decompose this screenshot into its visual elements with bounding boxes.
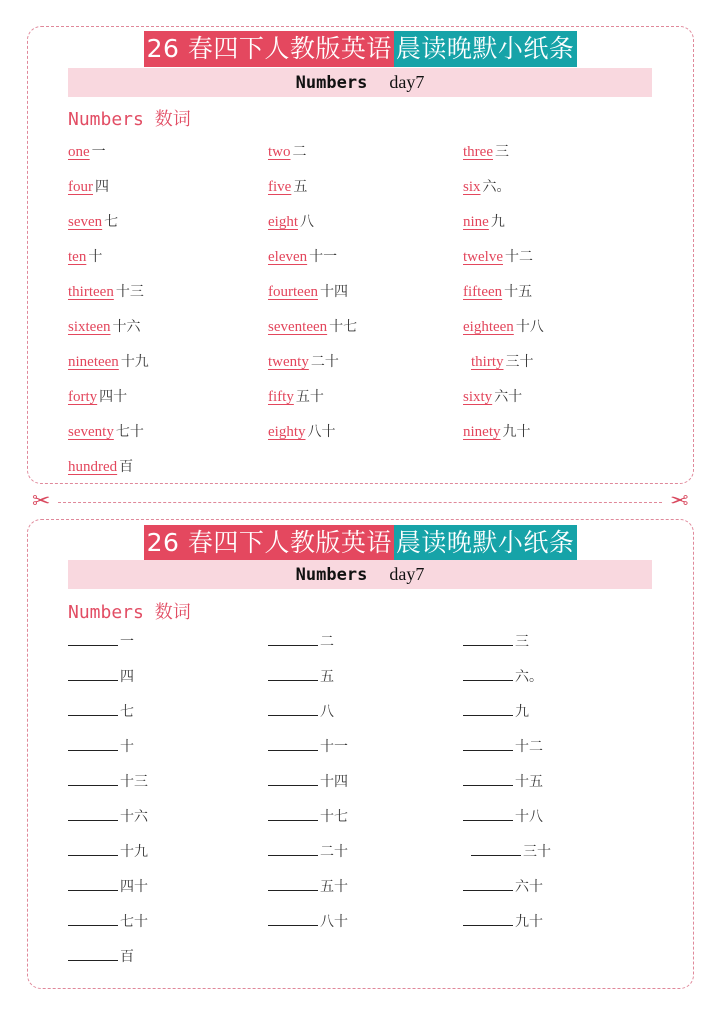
subtitle-keyword: Numbers bbox=[295, 565, 368, 585]
answer-blank[interactable] bbox=[68, 665, 118, 681]
chinese-meaning: 五十 bbox=[295, 389, 324, 405]
chinese-meaning: 二 bbox=[292, 144, 307, 160]
vocab-row bbox=[68, 386, 668, 421]
chinese-meaning: 十二 bbox=[515, 739, 543, 755]
english-word: eleven bbox=[268, 249, 308, 265]
english-word: three bbox=[463, 144, 493, 160]
dictation-item bbox=[68, 700, 134, 721]
vocab-item bbox=[68, 316, 141, 336]
chinese-meaning: 十七 bbox=[329, 319, 358, 335]
english-word: two bbox=[268, 144, 291, 160]
english-word: seventeen bbox=[268, 319, 328, 335]
chinese-meaning: 二十 bbox=[320, 844, 348, 860]
english-word: one bbox=[68, 144, 90, 160]
chinese-meaning: 十 bbox=[88, 249, 103, 265]
answer-blank[interactable] bbox=[68, 700, 118, 716]
cut-line bbox=[58, 502, 662, 503]
english-word: four bbox=[68, 179, 93, 195]
chinese-meaning: 三十 bbox=[523, 844, 551, 860]
answer-blank[interactable] bbox=[463, 770, 513, 786]
dictation-row bbox=[68, 770, 668, 805]
chinese-meaning: 十一 bbox=[320, 739, 348, 755]
chinese-meaning: 十九 bbox=[120, 354, 149, 370]
chinese-meaning: 八 bbox=[300, 214, 314, 230]
english-word: sixty bbox=[463, 389, 493, 405]
answer-blank[interactable] bbox=[268, 805, 318, 821]
chinese-meaning: 六十 bbox=[515, 879, 543, 895]
vocab-item bbox=[268, 351, 339, 371]
dictation-grid bbox=[68, 630, 668, 980]
dictation-item bbox=[268, 735, 348, 756]
title-part-2: 晨读晚默小纸条 bbox=[394, 525, 578, 561]
vocab-row bbox=[68, 281, 668, 316]
dictation-item bbox=[463, 770, 543, 791]
dictation-row bbox=[68, 805, 668, 840]
answer-blank[interactable] bbox=[463, 735, 513, 751]
vocab-row bbox=[68, 176, 668, 211]
vocab-item bbox=[268, 246, 337, 266]
english-word: thirty bbox=[471, 354, 504, 370]
chinese-meaning: 二十 bbox=[310, 354, 339, 370]
dictation-row bbox=[68, 700, 668, 735]
chinese-meaning: 十三 bbox=[115, 284, 144, 300]
vocab-item bbox=[268, 386, 324, 406]
vocab-item bbox=[68, 141, 106, 161]
vocab-item bbox=[463, 176, 511, 196]
chinese-meaning: 三 bbox=[515, 634, 529, 650]
chinese-meaning: 五 bbox=[293, 179, 308, 195]
english-word: seven bbox=[68, 214, 103, 230]
english-word: eight bbox=[268, 214, 298, 230]
answer-blank[interactable] bbox=[268, 840, 318, 856]
dictation-row bbox=[68, 735, 668, 770]
english-word: fifty bbox=[268, 389, 294, 405]
answer-blank[interactable] bbox=[463, 700, 513, 716]
chinese-meaning: 一 bbox=[120, 634, 134, 650]
dictation-row bbox=[68, 945, 668, 980]
dictation-item bbox=[268, 840, 348, 861]
chinese-meaning: 四十 bbox=[120, 879, 148, 895]
answer-blank[interactable] bbox=[463, 910, 513, 926]
answer-blank[interactable] bbox=[68, 770, 118, 786]
answer-blank[interactable] bbox=[68, 840, 118, 856]
chinese-meaning: 十四 bbox=[320, 774, 348, 790]
chinese-meaning: 七 bbox=[104, 214, 119, 230]
answer-blank[interactable] bbox=[471, 840, 521, 856]
dictation-item bbox=[471, 840, 551, 861]
answer-blank[interactable] bbox=[68, 805, 118, 821]
vocab-item bbox=[68, 456, 133, 476]
chinese-meaning: 一 bbox=[91, 144, 106, 160]
dictation-row bbox=[68, 665, 668, 700]
answer-blank[interactable] bbox=[268, 770, 318, 786]
answer-blank[interactable] bbox=[268, 910, 318, 926]
vocab-item bbox=[268, 141, 307, 161]
vocab-row bbox=[68, 141, 668, 176]
chinese-meaning: 三 bbox=[494, 144, 509, 160]
vocab-item bbox=[268, 316, 357, 336]
vocab-row bbox=[68, 211, 668, 246]
chinese-meaning: 九 bbox=[490, 214, 505, 230]
chinese-meaning: 十六 bbox=[120, 809, 148, 825]
dictation-row bbox=[68, 840, 668, 875]
dictation-row bbox=[68, 630, 668, 665]
answer-blank[interactable] bbox=[463, 665, 513, 681]
dictation-item bbox=[68, 945, 134, 966]
chinese-meaning: 十一 bbox=[309, 249, 338, 265]
english-word: thirteen bbox=[68, 284, 114, 300]
dictation-item bbox=[268, 700, 334, 721]
dictation-item bbox=[68, 665, 134, 686]
answer-blank[interactable] bbox=[68, 910, 118, 926]
sheet-title bbox=[28, 31, 693, 67]
vocab-item bbox=[463, 246, 533, 266]
vocab-row bbox=[68, 246, 668, 281]
chinese-meaning: 九 bbox=[515, 704, 529, 720]
subtitle-bar bbox=[68, 560, 652, 589]
answer-blank[interactable] bbox=[463, 805, 513, 821]
chinese-meaning: 六。 bbox=[482, 179, 511, 195]
dictation-item bbox=[68, 875, 148, 896]
vocab-item bbox=[268, 176, 307, 196]
title-part-2: 晨读晚默小纸条 bbox=[394, 31, 578, 67]
chinese-meaning: 九十 bbox=[515, 914, 543, 930]
chinese-meaning: 四 bbox=[120, 669, 134, 685]
chinese-meaning: 七 bbox=[120, 704, 134, 720]
chinese-meaning: 八 bbox=[320, 704, 334, 720]
dictation-item bbox=[268, 665, 334, 686]
answer-blank[interactable] bbox=[68, 875, 118, 891]
chinese-meaning: 三十 bbox=[505, 354, 534, 370]
dictation-item bbox=[463, 665, 543, 686]
answer-blank[interactable] bbox=[463, 875, 513, 891]
dictation-sheet-card bbox=[27, 519, 694, 989]
dictation-item bbox=[463, 700, 529, 721]
scissors-icon: ✂ bbox=[669, 489, 688, 514]
chinese-meaning: 十五 bbox=[515, 774, 543, 790]
vocab-row bbox=[68, 456, 668, 491]
english-word: fourteen bbox=[268, 284, 318, 300]
vocab-item bbox=[68, 246, 102, 266]
chinese-meaning: 四十 bbox=[99, 389, 128, 405]
dictation-item bbox=[68, 735, 134, 756]
subtitle-keyword: Numbers bbox=[295, 73, 368, 93]
vocab-item bbox=[68, 176, 109, 196]
subtitle-day: day7 bbox=[389, 72, 425, 92]
dictation-item bbox=[268, 630, 334, 651]
chinese-meaning: 八十 bbox=[307, 424, 336, 440]
chinese-meaning: 十四 bbox=[319, 284, 348, 300]
scissors-icon: ✂ bbox=[32, 489, 51, 514]
english-word: twenty bbox=[268, 354, 309, 370]
dictation-item bbox=[268, 910, 348, 931]
vocab-grid bbox=[68, 141, 668, 491]
dictation-item bbox=[268, 875, 348, 896]
chinese-meaning: 十五 bbox=[504, 284, 533, 300]
vocab-row bbox=[68, 421, 668, 456]
answer-blank[interactable] bbox=[268, 630, 318, 646]
section-title: Numbers 数词 bbox=[68, 109, 191, 130]
english-word: sixteen bbox=[68, 319, 111, 335]
english-word: forty bbox=[68, 389, 98, 405]
vocab-item bbox=[68, 421, 144, 441]
vocab-item bbox=[68, 351, 149, 371]
vocab-row bbox=[68, 351, 668, 386]
chinese-meaning: 十 bbox=[120, 739, 134, 755]
dictation-item bbox=[68, 770, 148, 791]
vocab-item bbox=[463, 211, 505, 231]
dictation-item bbox=[68, 840, 148, 861]
chinese-meaning: 五十 bbox=[320, 879, 348, 895]
vocab-item bbox=[463, 281, 532, 301]
chinese-meaning: 十八 bbox=[515, 319, 544, 335]
english-word: nineteen bbox=[68, 354, 119, 370]
vocab-item bbox=[463, 141, 509, 161]
vocab-item bbox=[471, 351, 534, 371]
english-word: hundred bbox=[68, 459, 118, 475]
chinese-meaning: 七十 bbox=[120, 914, 148, 930]
chinese-meaning: 八十 bbox=[320, 914, 348, 930]
vocab-item bbox=[68, 386, 127, 406]
dictation-row bbox=[68, 875, 668, 910]
chinese-meaning: 六。 bbox=[515, 669, 543, 685]
chinese-meaning: 十二 bbox=[504, 249, 533, 265]
dictation-item bbox=[463, 735, 543, 756]
vocab-item bbox=[463, 421, 531, 441]
vocab-item bbox=[268, 211, 314, 231]
dictation-row bbox=[68, 910, 668, 945]
vocab-item bbox=[268, 281, 348, 301]
title-part-1: 26 春四下人教版英语 bbox=[144, 525, 394, 561]
dictation-item bbox=[463, 630, 529, 651]
english-word: six bbox=[463, 179, 481, 195]
chinese-meaning: 四 bbox=[95, 179, 109, 195]
dictation-item bbox=[463, 805, 543, 826]
vocab-item bbox=[68, 211, 118, 231]
vocab-item bbox=[268, 421, 336, 441]
vocab-item bbox=[68, 281, 144, 301]
chinese-meaning: 六十 bbox=[494, 389, 523, 405]
section-title: Numbers 数词 bbox=[68, 602, 191, 623]
answer-blank[interactable] bbox=[463, 630, 513, 646]
chinese-meaning: 十九 bbox=[120, 844, 148, 860]
subtitle-day: day7 bbox=[389, 564, 425, 584]
english-word: nine bbox=[463, 214, 489, 230]
chinese-meaning: 七十 bbox=[115, 424, 144, 440]
english-word: eighty bbox=[268, 424, 306, 440]
chinese-meaning: 十七 bbox=[320, 809, 348, 825]
sheet-title bbox=[28, 525, 693, 561]
dictation-item bbox=[68, 630, 134, 651]
english-word: twelve bbox=[463, 249, 503, 265]
english-word: fifteen bbox=[463, 284, 503, 300]
dictation-item bbox=[68, 910, 148, 931]
answer-blank[interactable] bbox=[268, 665, 318, 681]
english-word: eighteen bbox=[463, 319, 514, 335]
answer-blank[interactable] bbox=[68, 735, 118, 751]
answer-blank[interactable] bbox=[68, 630, 118, 646]
english-word: five bbox=[268, 179, 292, 195]
dictation-item bbox=[463, 910, 543, 931]
reading-sheet-card bbox=[27, 26, 694, 484]
vocab-item bbox=[463, 316, 544, 336]
chinese-meaning: 五 bbox=[320, 669, 334, 685]
english-word: ten bbox=[68, 249, 87, 265]
chinese-meaning: 十八 bbox=[515, 809, 543, 825]
answer-blank[interactable] bbox=[268, 700, 318, 716]
english-word: seventy bbox=[68, 424, 114, 440]
dictation-item bbox=[68, 805, 148, 826]
title-part-1: 26 春四下人教版英语 bbox=[144, 31, 394, 67]
vocab-row bbox=[68, 316, 668, 351]
subtitle-bar bbox=[68, 68, 652, 97]
answer-blank[interactable] bbox=[68, 945, 118, 961]
chinese-meaning: 十三 bbox=[120, 774, 148, 790]
chinese-meaning: 十六 bbox=[112, 319, 141, 335]
dictation-item bbox=[463, 875, 543, 896]
chinese-meaning: 二 bbox=[320, 634, 334, 650]
dictation-item bbox=[268, 770, 348, 791]
dictation-item bbox=[268, 805, 348, 826]
english-word: ninety bbox=[463, 424, 501, 440]
vocab-item bbox=[463, 386, 522, 406]
chinese-meaning: 百 bbox=[120, 949, 134, 965]
chinese-meaning: 九十 bbox=[502, 424, 531, 440]
answer-blank[interactable] bbox=[268, 875, 318, 891]
answer-blank[interactable] bbox=[268, 735, 318, 751]
chinese-meaning: 百 bbox=[119, 459, 134, 475]
